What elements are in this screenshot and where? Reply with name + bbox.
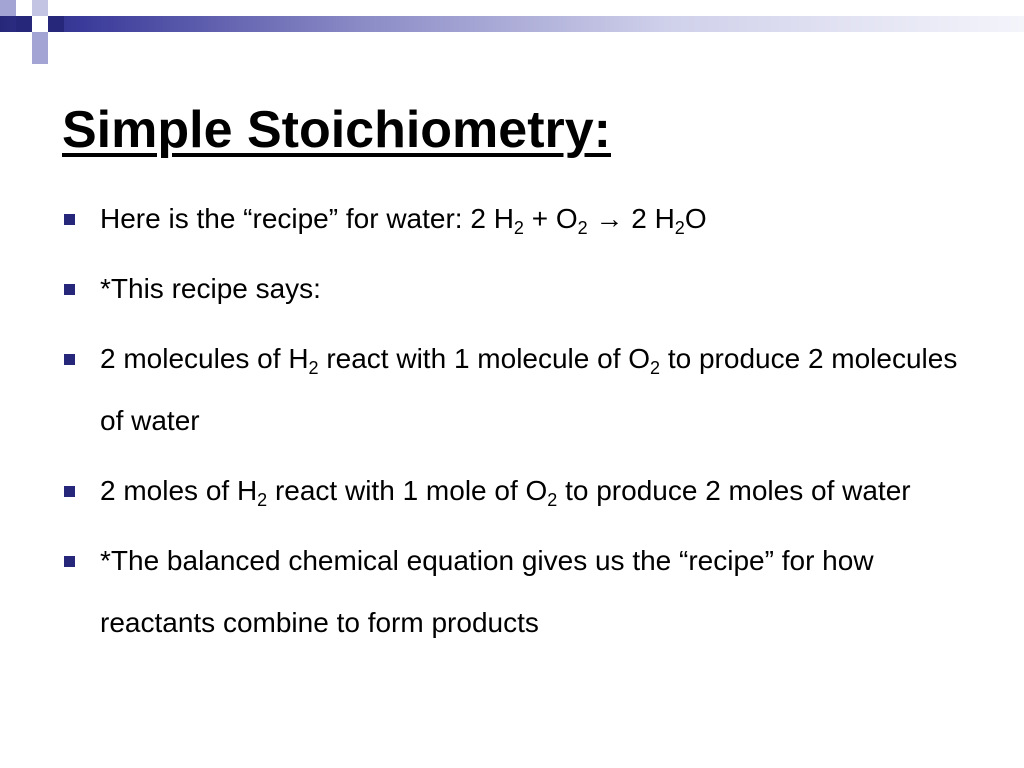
bullet-text: react with 1 molecule of O <box>318 343 651 374</box>
bullet-text: *This recipe says: <box>100 273 321 304</box>
subscript: 2 <box>257 490 268 510</box>
decor-square <box>16 0 32 16</box>
subscript: 2 <box>547 490 558 510</box>
bullet-item <box>62 328 982 452</box>
bullet-text: → 2 H <box>587 203 675 234</box>
subscript: 2 <box>308 358 319 378</box>
header-band <box>0 16 1024 32</box>
bullet-item <box>62 460 982 522</box>
bullet-text: 2 moles of H <box>100 475 258 506</box>
subscript: 2 <box>513 218 524 238</box>
subscript: 2 <box>650 358 661 378</box>
square-bullet-icon <box>64 284 75 295</box>
decor-square <box>0 0 16 16</box>
bullet-text: + O <box>523 203 578 234</box>
bullet-item <box>62 258 982 320</box>
decor-square <box>48 0 64 16</box>
decor-square <box>48 16 64 32</box>
bullet-item <box>62 188 982 250</box>
subscript: 2 <box>674 218 685 238</box>
bullet-text: react with 1 mole of O <box>267 475 548 506</box>
decor-square <box>32 16 48 32</box>
bullet-text: Here is the “recipe” for water: 2 H <box>100 203 514 234</box>
bullet-item <box>62 530 982 654</box>
square-bullet-icon <box>64 486 75 497</box>
decor-square <box>32 48 48 64</box>
bullet-text: 2 molecules of H <box>100 343 309 374</box>
bullet-text: to produce 2 molecules of water <box>100 343 958 436</box>
decor-square <box>32 0 48 16</box>
decor-square <box>32 32 48 48</box>
decor-square <box>16 32 32 48</box>
slide-title: Simple Stoichiometry: <box>62 101 611 159</box>
bullet-text: to produce 2 moles of water <box>557 475 911 506</box>
subscript: 2 <box>577 218 588 238</box>
decor-square <box>16 16 32 32</box>
square-bullet-icon <box>64 556 75 567</box>
square-bullet-icon <box>64 354 75 365</box>
bullet-text: O <box>684 203 707 234</box>
bullet-text: *The balanced chemical equation gives us the “recipe” for how reactants combine to form products <box>100 545 874 638</box>
bullet-list <box>62 188 982 662</box>
square-bullet-icon <box>64 214 75 225</box>
